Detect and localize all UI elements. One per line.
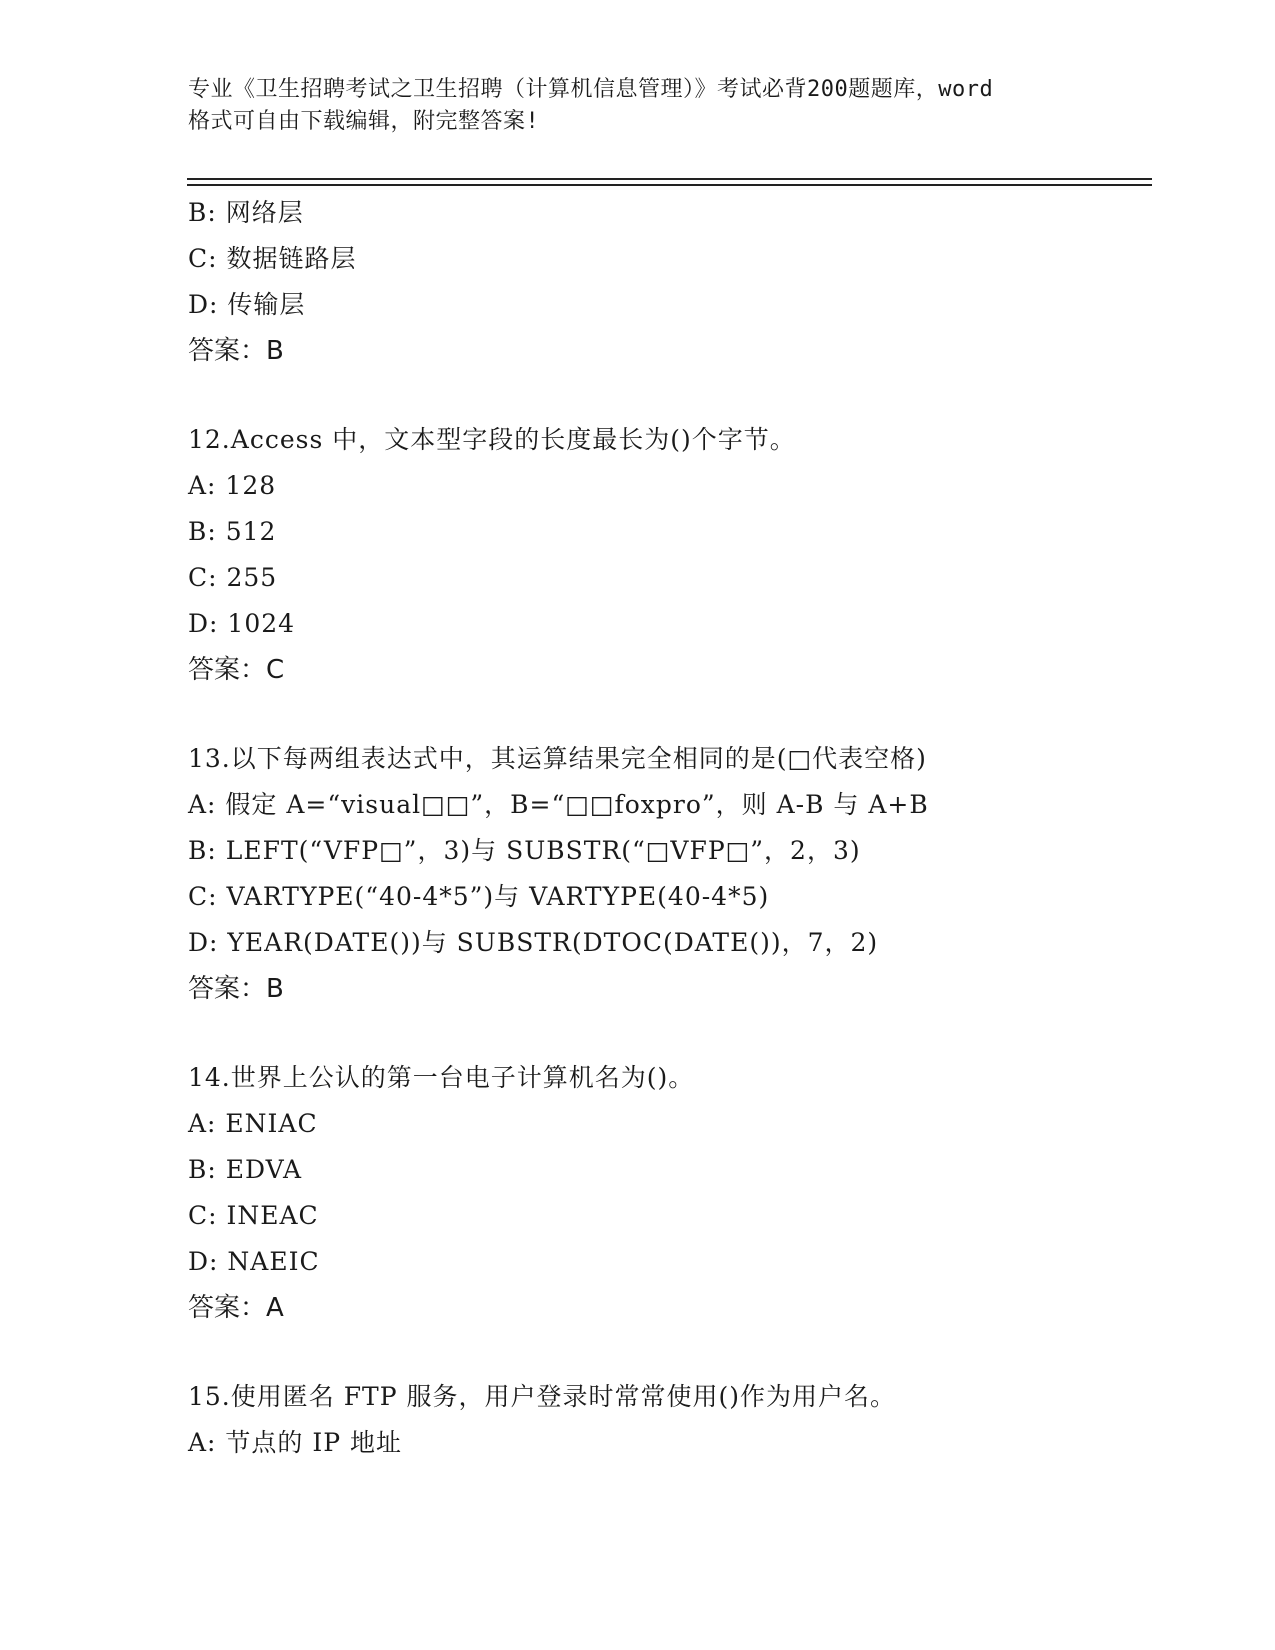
option-a: A: ENIAC: [188, 1109, 318, 1138]
answer-label: 答案：B: [188, 336, 284, 366]
question-15: [188, 1374, 1148, 1466]
answer-label: 答案：C: [188, 655, 285, 685]
option-c: C: INEAC: [188, 1201, 319, 1230]
header-rule-bottom: [187, 184, 1152, 186]
option-b: B: 网络层: [188, 198, 304, 227]
option-c: C: VARTYPE(“40-4*5”)与 VARTYPE(40-4*5): [188, 882, 770, 911]
answer-label: 答案：B: [188, 974, 284, 1004]
option-d: D: YEAR(DATE())与 SUBSTR(DTOC(DATE())，7，2): [188, 928, 879, 957]
header-rule-top: [187, 178, 1152, 180]
option-b: B: LEFT(“VFP□”，3)与 SUBSTR(“□VFP□”，2，3): [188, 836, 861, 865]
option-b: B: EDVA: [188, 1155, 303, 1184]
option-a: A: 假定 A=“visual□□”，B=“□□foxpro”，则 A-B 与 A+B: [188, 790, 929, 819]
option-d: D: 传输层: [188, 290, 306, 319]
header-line-1: 专业《卫生招聘考试之卫生招聘（计算机信息管理）》考试必背200题题库，word: [188, 77, 994, 102]
option-c: C: 255: [188, 563, 278, 592]
question-12: [188, 417, 1148, 693]
question-14: [188, 1055, 1148, 1331]
option-d: D: 1024: [188, 609, 296, 638]
answer-label: 答案：A: [188, 1293, 284, 1323]
option-b: B: 512: [188, 517, 277, 546]
question-list: [188, 190, 1148, 1466]
question-stem: 12.Access 中，文本型字段的长度最长为()个字节。: [188, 425, 796, 454]
question-stem: 13.以下每两组表达式中，其运算结果完全相同的是(□代表空格): [188, 744, 927, 773]
question-stem: 15.使用匿名 FTP 服务，用户登录时常常使用()作为用户名。: [188, 1382, 897, 1411]
question-11-continued: [188, 190, 1148, 374]
question-13: [188, 736, 1148, 1012]
option-a: A: 128: [188, 471, 277, 500]
option-c: C: 数据链路层: [188, 244, 357, 273]
question-stem: 14.世界上公认的第一台电子计算机名为()。: [188, 1063, 695, 1092]
header-line-2: 格式可自由下载编辑，附完整答案!: [188, 109, 540, 134]
document-header: [188, 74, 1088, 138]
option-a: A: 节点的 IP 地址: [188, 1428, 403, 1457]
option-d: D: NAEIC: [188, 1247, 320, 1276]
